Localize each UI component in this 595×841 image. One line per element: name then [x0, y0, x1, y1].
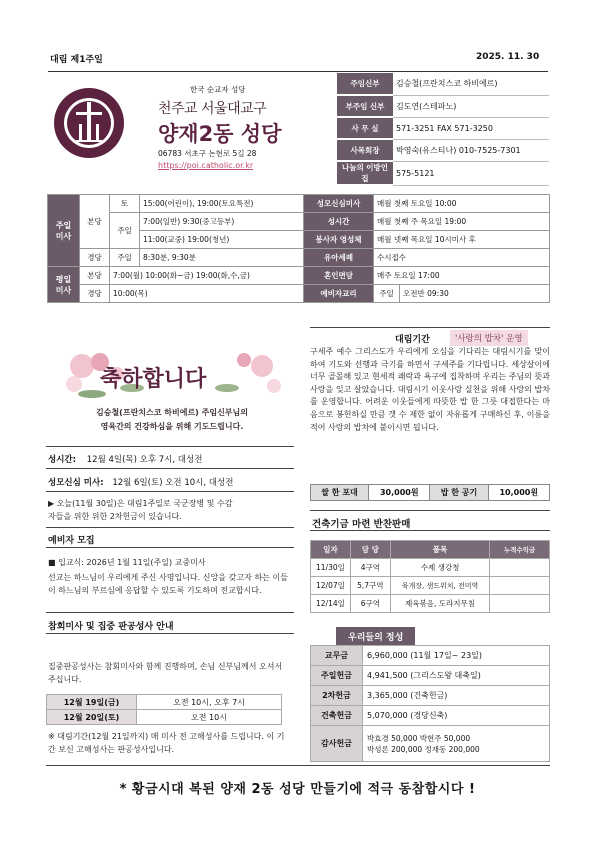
- congrats-line: 김승철(프란치스코 하비에르) 주임신부님의: [96, 408, 248, 417]
- divider: [310, 530, 550, 531]
- row-item: 육개장, 샌드위치, 전미역: [390, 577, 490, 595]
- weekday-main-times: 7:00(월) 10:00(화~금) 19:00(화,수,금): [110, 267, 304, 285]
- staff-row: [337, 73, 549, 95]
- column-header: 누적수익금: [490, 541, 550, 559]
- thanks-offering-list: [363, 726, 550, 762]
- staff-table: [337, 73, 549, 186]
- row-item: 제육볶음, 도라지무침: [390, 595, 490, 613]
- offering-key: 2차헌금: [311, 686, 363, 706]
- rice-key: 밥 한 공기: [430, 485, 488, 501]
- holy-hour-notice: [48, 453, 202, 465]
- collection-notice: [48, 497, 292, 523]
- weekday-mass-label: 평일 미사: [48, 267, 80, 303]
- schedule-time: 오전 10시, 오후 7시: [137, 695, 282, 710]
- building-fund-table: [310, 540, 550, 613]
- schedule-key: 성시간: [304, 213, 374, 231]
- staff-key: 부주임 신부: [337, 95, 393, 117]
- chapel-sunday-times: 8:30분, 9:30분: [140, 249, 304, 267]
- thanks-line: 박효경 50,000 박현주 50,000: [367, 733, 471, 743]
- saturday-label: 토: [110, 195, 140, 213]
- staff-row: [337, 117, 549, 139]
- catechumen-body: 선교는 하느님이 우리에게 주신 사명입니다. 신앙을 갖고자 하는 이들이 하느님의 부르심에 응답할 수 있도록 기도하며 전교합시다.: [48, 573, 288, 595]
- sunday-times-2: 11:00(교중) 19:00(청년): [140, 231, 304, 249]
- row-team: 4구역: [350, 559, 390, 577]
- mass-schedule-table: [47, 194, 550, 303]
- offering-value: 4,941,500 (그리스도왕 대축일): [363, 666, 550, 686]
- penance-schedule-table: [46, 694, 282, 725]
- catechism-time: 오전반 09:30: [400, 285, 550, 303]
- schedule-row: [47, 695, 282, 710]
- divider: [310, 510, 550, 511]
- staff-key: 나눔의 이방인집: [337, 161, 393, 185]
- address: 06783 서초구 논현로 5길 28: [158, 149, 257, 158]
- divider: [46, 765, 550, 766]
- staff-row: [337, 161, 549, 185]
- divider: [46, 547, 294, 548]
- row-sum: [490, 595, 550, 613]
- table-row: [311, 595, 550, 613]
- schedule-date: 12월 19일(금): [47, 695, 137, 710]
- schedule-value: 매주 토요일 17:00: [374, 267, 550, 285]
- staff-value: 김도연(스테파노): [393, 95, 549, 117]
- divider: [310, 327, 550, 328]
- row-date: 12/07일: [311, 577, 351, 595]
- column-header: 담 당: [350, 541, 390, 559]
- staff-row: [337, 139, 549, 161]
- parish-name: 양재2동 성당: [158, 122, 282, 146]
- offering-value: 6,960,000 (11월 17일~ 23일): [363, 646, 550, 666]
- divider: [46, 468, 294, 469]
- catechumen-date: ■ 입교식: 2026년 1월 11일(주일) 교중미사: [48, 558, 206, 567]
- column-header: 일자: [311, 541, 351, 559]
- parish-logo: [52, 86, 126, 160]
- row-sum: [490, 559, 550, 577]
- congrats-message: [52, 406, 292, 434]
- marian-mass-notice: [48, 476, 233, 488]
- schedule-time: 오전 10시: [137, 710, 282, 725]
- penance-note: ※ 대림기간(12월 21일까지) 매 미사 전 고해성사를 드립니다. 이 기간 보신 고해성사는 판공성사입니다.: [48, 732, 285, 754]
- congrats-line: 영육간의 건강하심을 위해 기도드립니다.: [100, 422, 244, 431]
- offering-key: 교무금: [311, 646, 363, 666]
- divider: [46, 491, 294, 492]
- table-row: [311, 559, 550, 577]
- row-date: 11/30일: [311, 559, 351, 577]
- schedule-key: 혼인면담: [304, 267, 374, 285]
- divider: [46, 527, 294, 528]
- offering-key: 건축헌금: [311, 706, 363, 726]
- chapel-sunday-label: 주일: [110, 249, 140, 267]
- chapel-label: 경당: [80, 285, 110, 303]
- offering-title: 우리들의 정성: [336, 627, 415, 646]
- weekday-chapel-times: 10:00(목): [110, 285, 304, 303]
- advent-label: 대림기간: [395, 335, 430, 345]
- catechism-key: 예비자교리: [304, 285, 374, 303]
- issue-date: 2025. 11. 30: [476, 52, 540, 62]
- schedule-value: 매월 첫째 토요일 10:00: [374, 195, 550, 213]
- row-item: 수제 생강청: [390, 559, 490, 577]
- offering-row: [311, 646, 550, 666]
- footer-slogan: * 황금시대 복된 양재 2동 성당 만들기에 적극 동참합시다 !: [119, 782, 476, 797]
- schedule-date: 12월 20일(토): [47, 710, 137, 725]
- staff-key: 사목회장: [337, 139, 393, 161]
- org-subtitle: 한국 순교자 성당: [190, 85, 246, 94]
- header-bar: [48, 50, 548, 72]
- sunday-times-1: 7:00(일반) 9:30(중고등부): [140, 213, 304, 231]
- week-title: 대림 제1주일: [50, 55, 103, 65]
- collection-line: ▶ 오늘(11월 30일)은 대림1주일로 국군장병 및 수감: [48, 499, 233, 508]
- divider: [46, 633, 294, 634]
- offering-row: [311, 686, 550, 706]
- offering-row: [311, 666, 550, 686]
- offering-value: 3,365,000 (건축헌금): [363, 686, 550, 706]
- website-link[interactable]: https://poi.catholic.or.kr: [158, 161, 254, 170]
- row-team: 5,7구역: [350, 577, 390, 595]
- staff-row: [337, 95, 549, 117]
- sunday-mass-label: 주일 미사: [48, 195, 80, 267]
- advent-badge: '사랑의 밥차' 운영: [450, 330, 528, 346]
- collection-line: 자들을 위한 위한 2차헌금이 있습니다.: [48, 512, 182, 521]
- sunday-label: 주일: [110, 213, 140, 249]
- building-fund-title: 건축기금 마련 반찬판매: [312, 519, 411, 530]
- row-date: 12/14일: [311, 595, 351, 613]
- offering-row: [311, 706, 550, 726]
- divider: [46, 612, 294, 613]
- schedule-key: 유아세례: [304, 249, 374, 267]
- rice-key: 쌀 한 포대: [311, 485, 369, 501]
- schedule-value: 수시접수: [374, 249, 550, 267]
- main-church-label: 본당: [80, 267, 110, 285]
- divider: [46, 446, 294, 447]
- staff-key: 사 무 실: [337, 117, 393, 139]
- marian-label: 성모신심 미사:: [48, 478, 104, 488]
- advent-text: 구세주 예수 그리스도가 우리에게 오심을 기다리는 대림시기를 맞이하여 기도와 선행과 극기를 하면서 구세주를 기다립니다. 세상살이에 너무 골몰해 있고 현세적 쾌락과 욕구에 집착하며 우리는 주님의 뜻과 사랑을 잊고 살았습니다. 대림시기 이웃사랑 실천을 위해 사랑의 밥차를 운영합니다. 어려운 이웃들에게 따뜻한 밥 한 그릇 대접한다는 마음으로 봉헌하실 만큼 갯 수 제한 없이 자유롭게 구매하신 후, 이름을 적어 사랑의 밥차에 붙이시면 됩니다.: [310, 347, 550, 432]
- offering-table: [310, 645, 550, 762]
- rice-price: 10,000원: [488, 485, 549, 501]
- saturday-times: 15:00(어린이), 19:00(토요특전): [140, 195, 304, 213]
- penance-body: 집중판공성사는 참회미사와 함께 진행하며, 손님 신부님께서 오셔서 주십니다.: [48, 662, 283, 684]
- catechumen-title: 예비자 모집: [48, 536, 95, 546]
- schedule-value: 매월 첫째 주 목요일 19:00: [374, 213, 550, 231]
- row-team: 6구역: [350, 595, 390, 613]
- thanks-line: 박성론 200,000 정재동 200,000: [367, 744, 480, 754]
- offering-key: 감사헌금: [311, 726, 363, 762]
- schedule-key: 성모신심미사: [304, 195, 374, 213]
- schedule-key: 봉사자 영성체: [304, 231, 374, 249]
- marian-text: 12월 6일(토) 오전 10시, 대성전: [112, 478, 234, 488]
- table-row: [311, 577, 550, 595]
- staff-value: 575-5121: [393, 161, 549, 185]
- staff-value: 김승철(프란치스코 하비에르): [393, 73, 549, 95]
- diocese-name: 천주교 서울대교구: [158, 101, 267, 117]
- offering-key: 주일헌금: [311, 666, 363, 686]
- offering-row: [311, 726, 550, 762]
- rice-price: 30,000원: [369, 485, 430, 501]
- column-header: 품목: [390, 541, 490, 559]
- congrats-title: 축하합니다: [100, 366, 207, 392]
- penance-title: 참회미사 및 집중 판공성사 안내: [48, 622, 174, 632]
- holy-hour-label: 성시간:: [48, 455, 77, 465]
- offering-value: 5,070,000 (경당신축): [363, 706, 550, 726]
- chapel-label: 경당: [80, 249, 110, 267]
- holy-hour-text: 12월 4일(목) 오후 7시, 대성전: [86, 455, 203, 465]
- main-church-label: 본당: [80, 195, 110, 249]
- schedule-value: 매월 넷째 목요일 10시미사 후: [374, 231, 550, 249]
- staff-key: 주임신부: [337, 73, 393, 95]
- rice-price-table: [310, 484, 550, 501]
- catechism-day: 주일: [374, 285, 400, 303]
- staff-value: 박영숙(유스티나) 010-7525-7301: [393, 139, 549, 161]
- schedule-row: [47, 710, 282, 725]
- staff-value: 571-3251 FAX 571-3250: [393, 117, 549, 139]
- row-sum: [490, 577, 550, 595]
